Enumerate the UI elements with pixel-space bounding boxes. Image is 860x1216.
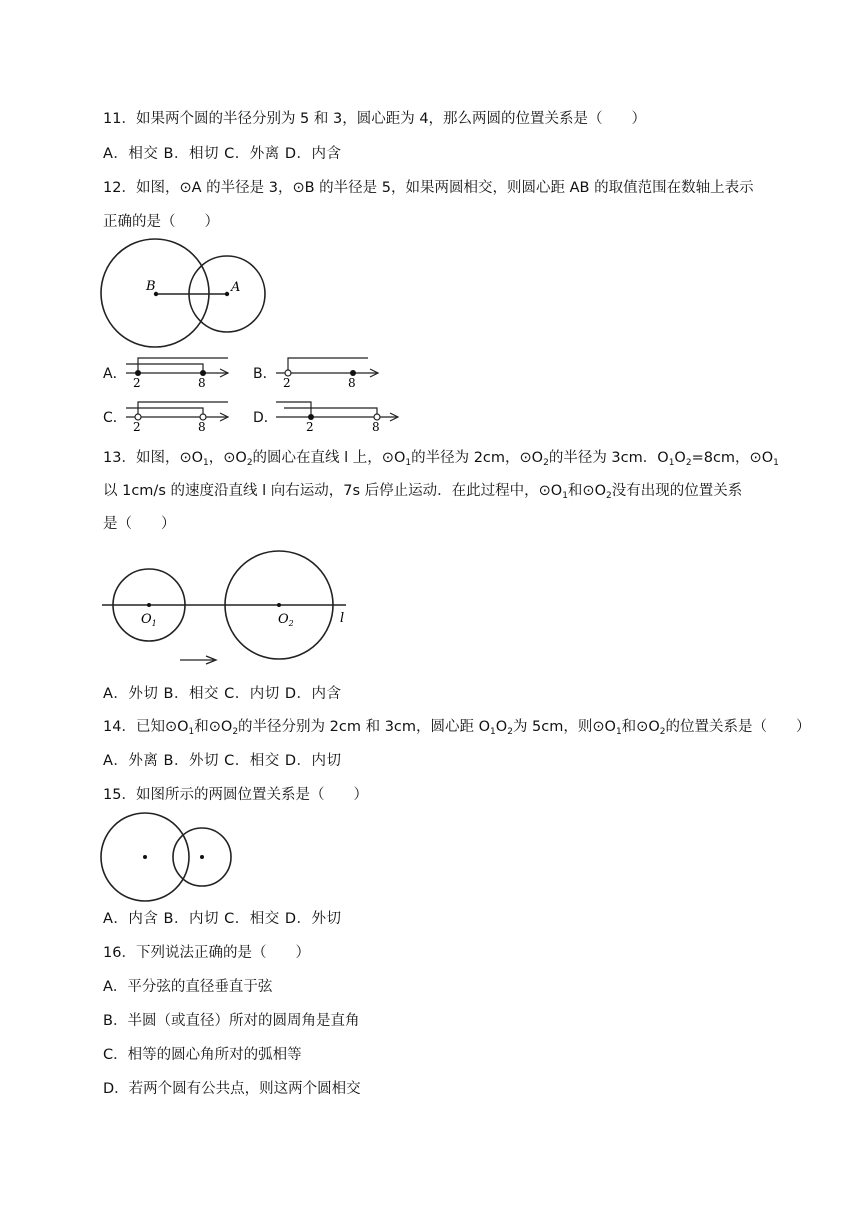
question-14-text: 14．已知$⊙O_1$和$⊙O_2$的半径分别为 2cm 和 3cm，圆心距 $O_1O_2$为 5cm，则$⊙O_1$和$⊙O_2$的位置关系是（ ） xyxy=(103,719,811,737)
question-16-text: 16．下列说法正确的是（ ） xyxy=(103,945,310,961)
option-a-label: A． xyxy=(103,366,127,382)
svg-text:2: 2 xyxy=(283,376,291,390)
option-d-label: D． xyxy=(253,410,278,426)
svg-text:8: 8 xyxy=(372,420,380,434)
figure-label-o2: $O_2$ xyxy=(278,612,294,628)
option-a-number-line xyxy=(124,355,234,390)
figure-label-o1: $O_1$ xyxy=(141,612,157,628)
svg-text:2: 2 xyxy=(133,420,141,434)
option-c-number-line xyxy=(124,399,234,434)
question-13-text-line1: 13．如图，$⊙O_1$，$⊙O_2$的圆心在直线 l 上，$⊙O_1$的半径为 2cm，$⊙O_2$的半径为 3cm．$O_1O_2=8cm$，$⊙O_1$ xyxy=(103,450,779,468)
svg-text:8: 8 xyxy=(198,420,206,434)
question-12-circles-figure xyxy=(100,238,270,348)
option-d-number-line xyxy=(274,399,404,434)
question-13-options: A．外切 B．相交 C．内切 D．内含 xyxy=(103,686,342,702)
question-16-option-a: A．平分弦的直径垂直于弦 xyxy=(103,979,273,995)
question-16-option-d: D．若两个圆有公共点，则这两个圆相交 xyxy=(103,1081,361,1097)
figure-label-a: A xyxy=(231,280,241,295)
question-16-option-c: C．相等的圆心角所对的弧相等 xyxy=(103,1047,302,1063)
question-15-options: A．内含 B．内切 C．相交 D．外切 xyxy=(103,911,342,927)
figure-label-b: B xyxy=(146,279,156,294)
question-14-options: A．外离 B．外切 C．相交 D．内切 xyxy=(103,753,342,769)
question-15-text: 15．如图所示的两圆位置关系是（ ） xyxy=(103,787,368,803)
svg-text:2: 2 xyxy=(306,420,314,434)
question-13-text-line2: 以 1cm/s 的速度沿直线 l 向右运动，7s 后停止运动．在此过程中，$⊙O_1$和$⊙O_2$没有出现的位置关系 xyxy=(103,483,743,501)
question-11-options: A．相交 B．相切 C．外离 D．内含 xyxy=(103,146,342,162)
question-12-text-line1: 12．如图，⊙A 的半径是 3，⊙B 的半径是 5，如果两圆相交，则圆心距 AB 的取值范围在数轴上表示 xyxy=(103,180,754,196)
option-c-label: C． xyxy=(103,410,127,426)
svg-text:2: 2 xyxy=(133,376,141,390)
question-13-circles-figure xyxy=(100,552,355,670)
svg-text:8: 8 xyxy=(348,376,356,390)
figure-label-l: l xyxy=(340,611,345,626)
question-15-circles-figure xyxy=(100,812,240,904)
question-13-text-line3: 是（ ） xyxy=(103,516,176,532)
question-12-text-line2: 正确的是（ ） xyxy=(103,214,219,230)
svg-text:8: 8 xyxy=(198,376,206,390)
option-b-number-line xyxy=(274,355,384,390)
question-16-option-b: B．半圆（或直径）所对的圆周角是直角 xyxy=(103,1013,360,1029)
option-b-label: B． xyxy=(253,366,277,382)
question-11-text: 11．如果两个圆的半径分别为 5 和 3，圆心距为 4，那么两圆的位置关系是（ ） xyxy=(103,111,647,127)
